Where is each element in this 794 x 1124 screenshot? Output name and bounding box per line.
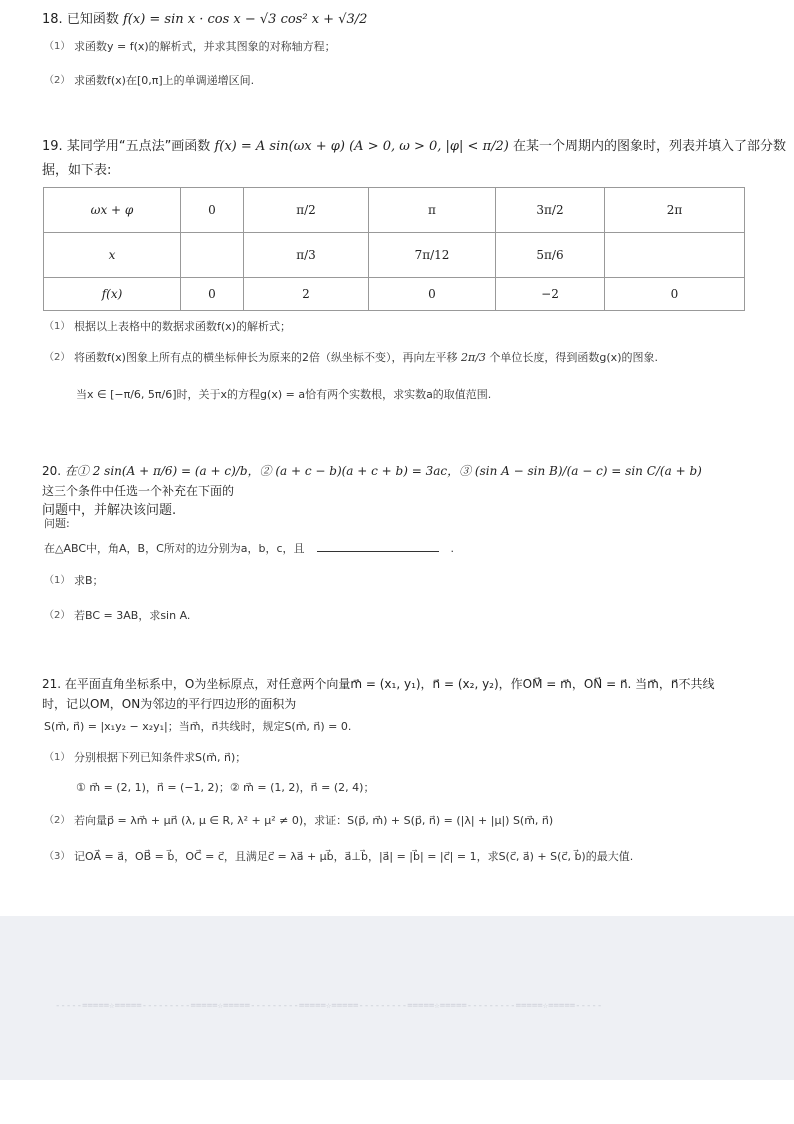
q20-stem-b: 这三个条件中任选一个补充在下面的	[42, 484, 235, 498]
table-cell: 2π	[605, 188, 745, 233]
q21-sub2-text: 若向量p⃗ = λm⃗ + μn⃗ (λ, μ ∈ R, λ² + μ² ≠ 0)，求证：S(p⃗, m⃗) + S(p⃗, n⃗) = (|λ| + |μ|) S(m⃗, n⃗)	[74, 814, 554, 827]
q21-number: 21.	[42, 677, 62, 691]
q21-sub2	[44, 812, 553, 830]
q18-sub1	[44, 38, 336, 56]
q19-sub2-number: （2）	[44, 352, 71, 363]
table-cell: π/2	[244, 188, 369, 233]
q20-problem-end: .	[450, 542, 455, 555]
table-cell: π	[369, 188, 496, 233]
table-row	[44, 233, 745, 278]
q18-sub2-number: （2）	[44, 75, 71, 86]
q20-sub2-text: 若BC = 3AB，求sin A.	[74, 609, 191, 622]
table-cell	[605, 233, 745, 278]
question-19	[42, 137, 786, 181]
table-cell: 5π/6	[496, 233, 605, 278]
table-cell: 0	[181, 278, 244, 311]
q20-sub2	[44, 607, 190, 625]
q18-stem: 已知函数	[66, 12, 119, 27]
table-cell: −2	[496, 278, 605, 311]
q21-sub1-number: （1）	[44, 752, 71, 763]
q20-sub1	[44, 572, 104, 590]
q19-sub1	[44, 318, 291, 336]
q19-sub2-text-a: 将函数f(x)图象上所有点的横坐标伸长为原来的2倍（纵坐标不变），再向左平移	[74, 351, 458, 364]
table-row	[44, 278, 745, 311]
q21-stem-a: 在平面直角坐标系中，O为坐标原点，对任意两个向量m⃗ = (x₁, y₁)，n⃗ = (x₂, y₂)，作OM⃗ = m⃗，ON⃗ = n⃗. 当m⃗，n⃗不共线	[64, 677, 715, 691]
q19-stem-b: 在某一个周期内的图象时，列表并填入了部分数	[512, 139, 786, 154]
q19-sub2-text-c: 当x ∈ [−π/6, 5π/6]时，关于x的方程g(x) = a恰有两个实数根，求实数a的取值范围.	[76, 388, 492, 401]
q20-problem-text: 在△ABC中，角A，B，C所对的边分别为a，b，c，且	[44, 542, 305, 555]
q21-stem-c: S(m⃗, n⃗) = |x₁y₂ − x₂y₁|；当m⃗，n⃗共线时，规定S(m⃗, n⃗) = 0.	[44, 720, 352, 733]
q19-table	[43, 187, 745, 311]
q21-stem-b: 时，记以OM，ON为邻边的平行四边形的面积为	[42, 697, 297, 711]
table-cell: f(x)	[44, 278, 181, 311]
q19-number: 19.	[42, 139, 63, 154]
q18-formula: f(x) = sin x · cos x − √3 cos² x + √3/2	[122, 12, 368, 27]
q20-sub1-number: （1）	[44, 575, 71, 586]
table-cell: π/3	[244, 233, 369, 278]
table-cell: 0	[369, 278, 496, 311]
q21-sub3-number: （3）	[44, 851, 71, 862]
q19-sub2-line2	[76, 386, 491, 404]
q20-sub2-number: （2）	[44, 610, 71, 621]
table-cell: 3π/2	[496, 188, 605, 233]
footer-band	[0, 916, 794, 1080]
q21-stem-c-line	[44, 718, 351, 736]
q18-sub1-text: 求函数y = f(x)的解析式，并求其图象的对称轴方程；	[74, 40, 336, 53]
q21-sub3	[44, 848, 633, 866]
q21-sub3-text: 记OA⃗ = a⃗，OB⃗ = b⃗，OC⃗ = c⃗，且满足c⃗ = λa⃗ + μb⃗，a⃗⊥b⃗，|a⃗| = |b⃗| = |c⃗| = 1，求S(c⃗, a⃗) + S(c⃗, b⃗)的最大值.	[74, 850, 634, 863]
q20-number: 20.	[42, 464, 62, 478]
q18-number: 18.	[42, 12, 63, 27]
question-20	[42, 461, 754, 521]
question-21	[42, 674, 752, 714]
q18-sub2-text: 求函数f(x)在[0,π]上的单调递增区间.	[74, 74, 255, 87]
q20-problem	[44, 540, 454, 558]
q19-stem-c: 据，如下表:	[42, 163, 112, 178]
q19-sub2-shift: 2π/3	[460, 351, 486, 364]
q18-sub2	[44, 72, 254, 90]
answer-blank	[317, 551, 439, 552]
q20-stem-c: 问题中，并解决该问题.	[42, 503, 177, 518]
q21-sub1-text: 分别根据下列已知条件求S(m⃗, n⃗)；	[74, 751, 247, 764]
q18-sub1-number: （1）	[44, 41, 71, 52]
table-cell: ωx + φ	[44, 188, 181, 233]
q20-sub1-text: 求B；	[74, 574, 104, 587]
table-cell: x	[44, 233, 181, 278]
q19-stem-a: 某同学用“五点法”画函数	[66, 139, 211, 154]
q21-sub1-cases	[76, 779, 374, 797]
table-row	[44, 188, 745, 233]
q20-stem-a: 在① 2 sin(A + π/6) = (a + c)/b，② (a + c − b)(a + c + b) = 3ac，③ (sin A − sin B)/(a − c) = sin C/(a + b)	[64, 464, 702, 478]
q19-sub1-text: 根据以上表格中的数据求函数f(x)的解析式；	[74, 320, 291, 333]
q19-sub2	[44, 349, 658, 367]
q20-problem-label	[44, 515, 70, 533]
q21-sub2-number: （2）	[44, 815, 71, 826]
q21-sub1-cases-text: ① m⃗ = (2, 1)，n⃗ = (−1, 2)；② m⃗ = (1, 2)，n⃗ = (2, 4)；	[76, 781, 375, 794]
table-cell: 7π/12	[369, 233, 496, 278]
q19-stem-formula: f(x) = A sin(ωx + φ)	[214, 139, 345, 154]
q20-problem-label-text: 问题:	[44, 517, 70, 530]
q19-stem-cond: (A > 0, ω > 0, |φ| < π/2)	[349, 139, 509, 154]
table-cell: 2	[244, 278, 369, 311]
q19-sub2-text-b: 个单位长度，得到函数g(x)的图象.	[489, 351, 658, 364]
table-cell: 0	[605, 278, 745, 311]
table-cell: 0	[181, 188, 244, 233]
table-cell	[181, 233, 244, 278]
q21-sub1	[44, 749, 246, 767]
q19-sub1-number: （1）	[44, 321, 71, 332]
footer-divider: -----=====☆=====---------=====☆=====---------=====☆=====---------=====☆=====---------=====☆=====-----	[55, 1001, 603, 1011]
